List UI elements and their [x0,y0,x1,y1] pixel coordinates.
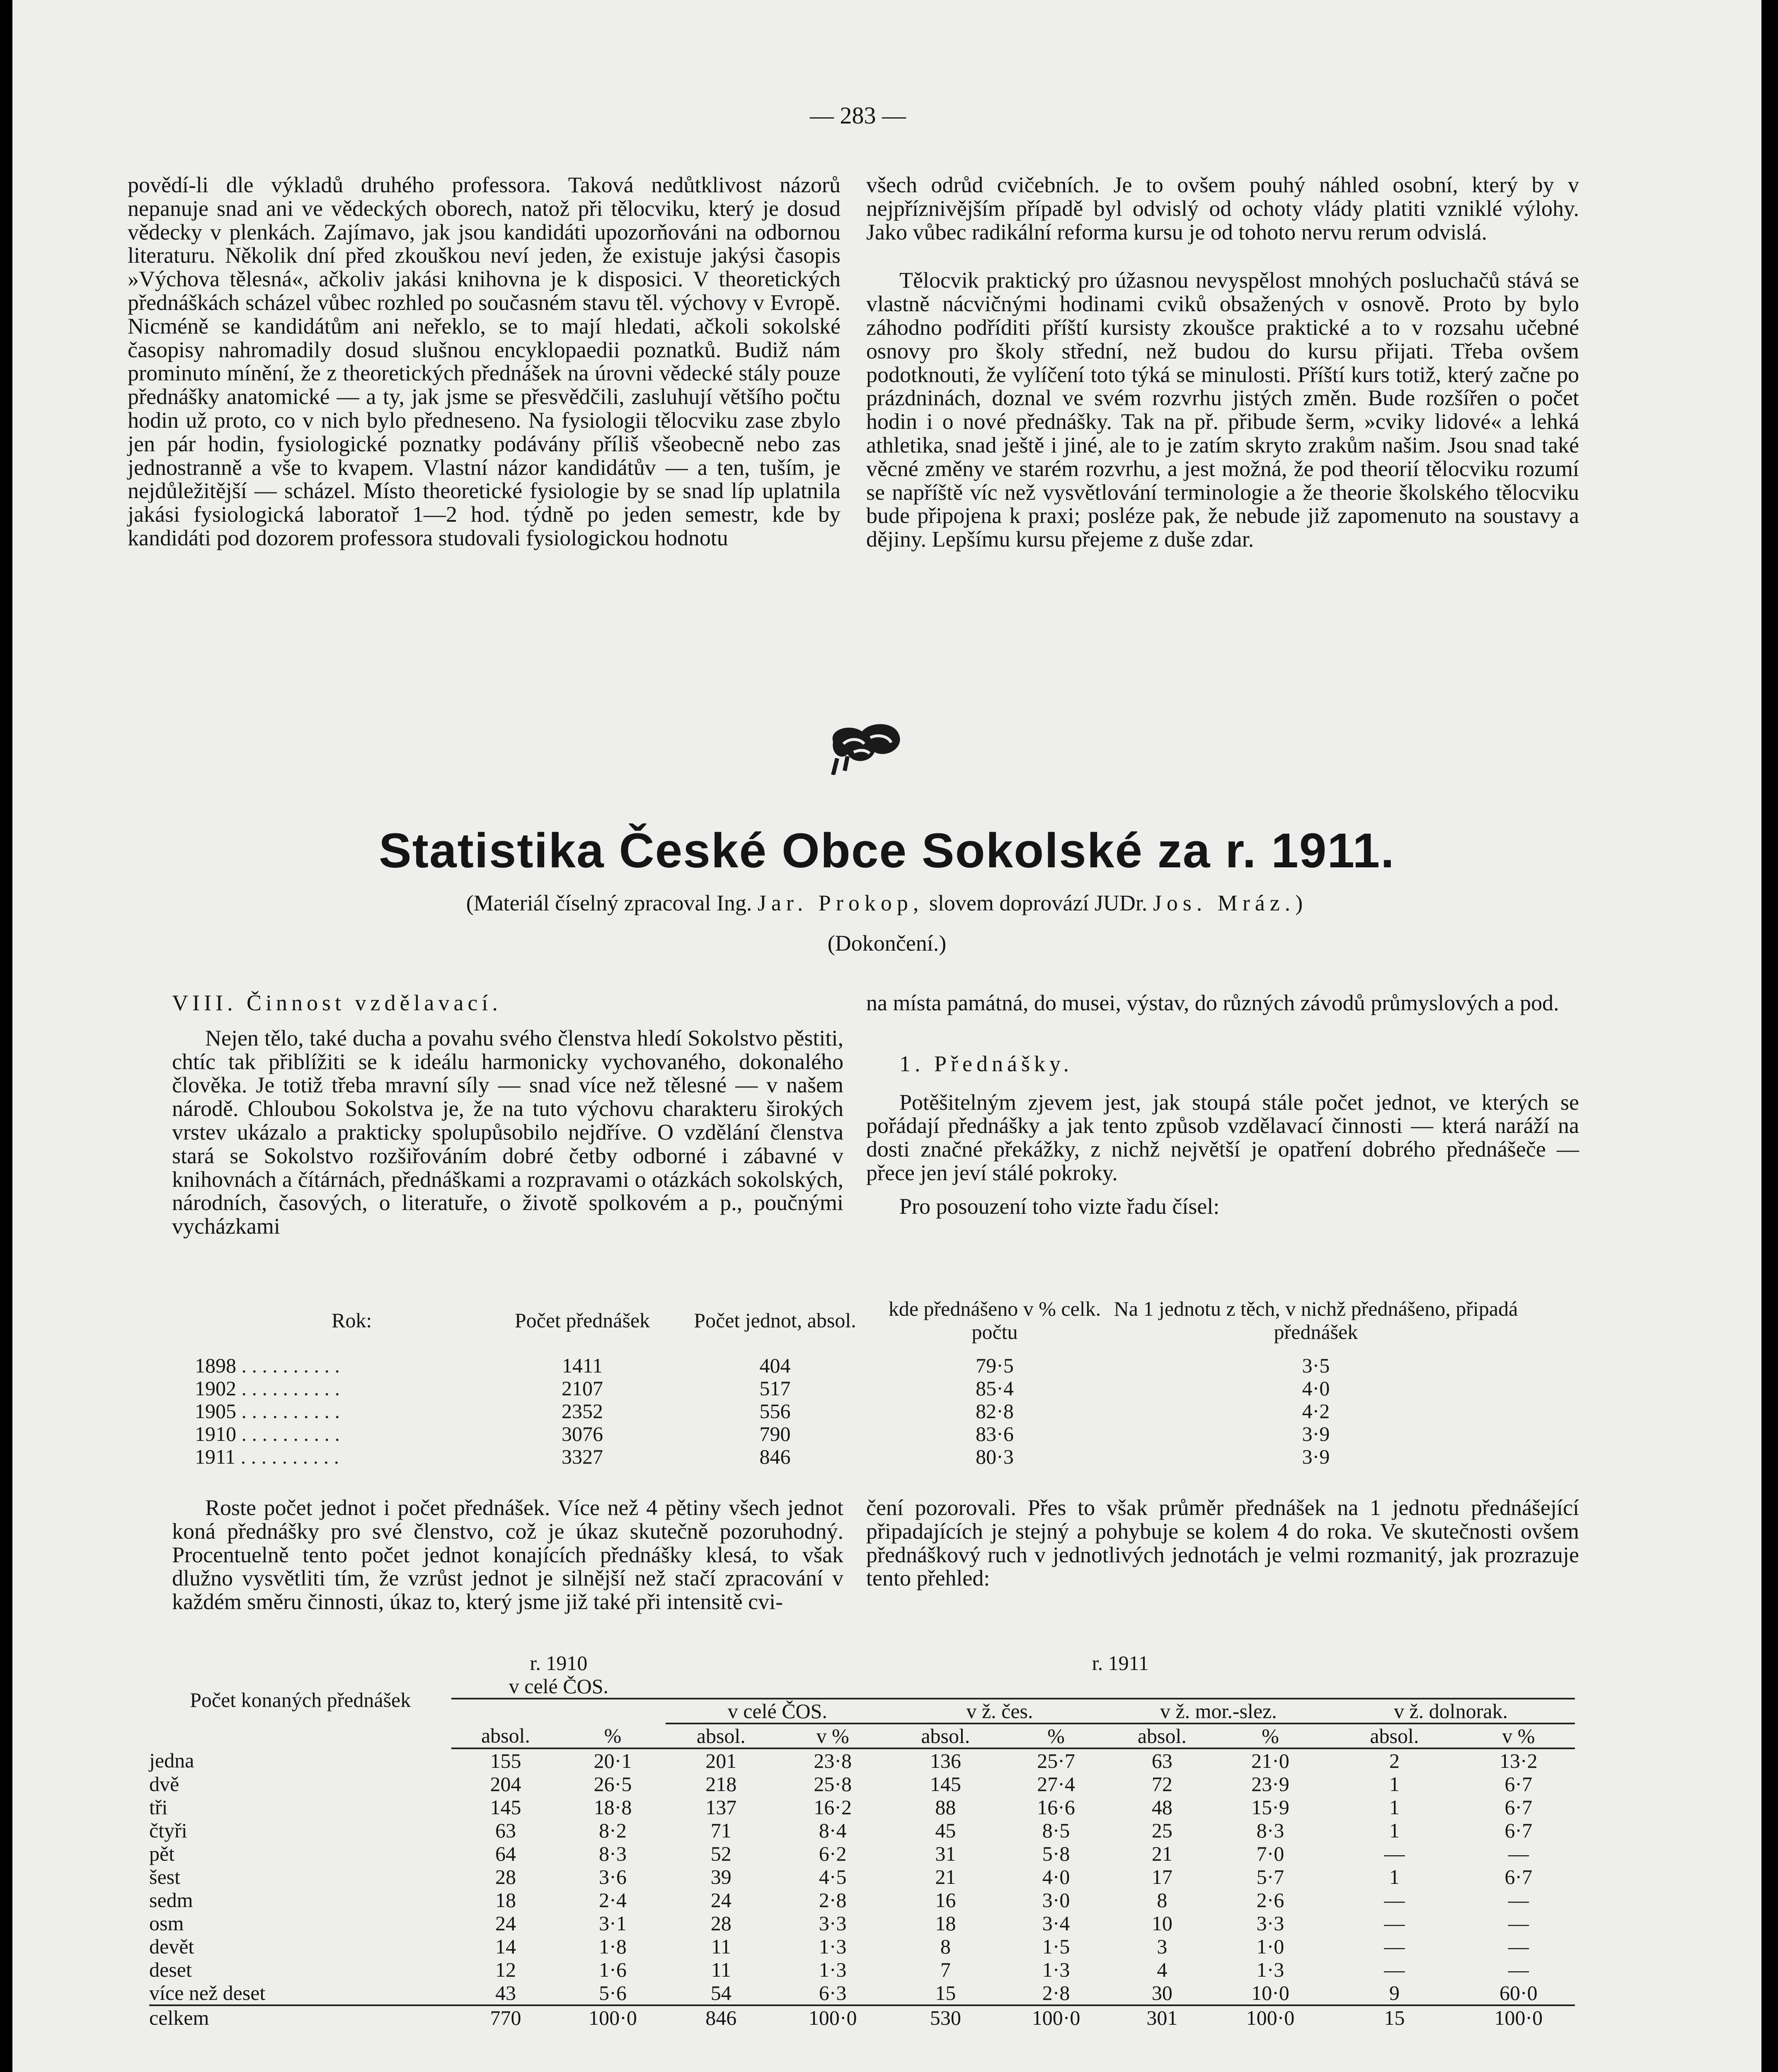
table-cell: 2107 [562,1377,603,1400]
table-cell: 48 [1151,1796,1172,1819]
table-cell: 31 [935,1842,956,1865]
table-cell: 85·4 [976,1377,1014,1400]
row-label-cell: dvě [149,1772,179,1796]
table-cell: 2352 [562,1399,603,1423]
lectures-by-year-table [195,1297,1521,1468]
table-cell: 3·3 [1256,1912,1284,1935]
table-cell: 24 [710,1888,732,1912]
total-cell: 100·0 [1214,2005,1327,2029]
section-right-paragraph-3: Pro posouzení toho vizte řadu čísel: [899,1193,1220,1219]
table-cell: 204 [490,1772,521,1796]
table-body [149,1748,1575,2005]
table-cell: 7·0 [1256,1842,1284,1865]
table-cell: 2 [1389,1749,1400,1772]
table-cell: 155 [490,1749,521,1772]
total-cell: 15 [1327,2005,1462,2029]
table-cell: 2·4 [599,1888,627,1912]
table-cell: 9 [1389,1981,1400,2004]
table-cell: 24 [495,1912,516,1935]
row-label-cell: více než deset [149,1981,266,2004]
table-row [149,1981,1575,2005]
subheader-cell: absol. [1327,1723,1462,1748]
group-header-cos-1910: v celé ČOS. [509,1675,608,1698]
row-label-cell: tři [149,1796,168,1819]
lectures-distribution-table [149,1651,1575,2029]
table-cell: 21·0 [1251,1749,1289,1772]
table-cell: 82·8 [976,1399,1014,1423]
top-right-column [866,173,1579,551]
fleuron-ornament-icon [825,713,908,775]
group-header-cos-1911: v celé ČOS. [666,1699,889,1723]
top-left-paragraph: povědí-li dle výkladů druhého professora. Taková nedůtklivost názorů nepanuje snad ani ve vědeckých oborech, natož při tělocviku, který je dosud vědecky v plenkách. Zajímavo, jak jsou kandidáti upozorňováni na odbornou literaturu. Několik dní před zkouškou neví jeden, že existuje jakýsi časopis »Výchova tělesná«, ačkoliv jakási knihovna je k disposici. V theoretických přednáškách scházel vůbec rozhled po současném stavu těl. výchovy v Evropě. Nicméně se kandidátům ani neřeklo, se to mají hledati, ačkoli sokolské časopisy nahromadily dosud slušnou encyklopaedii poznatků. Budiž nám prominuto mínění, že z theoretických přednášek na úrovni vědecké stály pouze přednášky anatomické — a ty, jak jsme se přesvědčili, zasluhují většího počtu hodin už proto, co v nich bylo předneseno. Na fysiologii tělocviku zase zbylo jen pár hodin, fysiologické poznatky podávány příliš všeobecně nebo zas jednostranně a vše to kvapem. Vlastní názor kandidátův — a ten, tuším, je nejdůležitější — scházel. Místo theoretické fysiologie by se snad líp uplatnila jakási fysiologická laboratoř 1—2 hod. týdně po jeden semestr, kde by kandidáti pod dozorem professora studovali fysiologickou hodnotu [128,172,841,550]
table-row [149,1865,1575,1888]
table-cell: 137 [705,1796,737,1819]
table-cell: 3·6 [599,1865,627,1888]
section-heading: VIII. Činnost vzdělavací. [172,990,502,1015]
lower-left-column [172,1496,843,1614]
table-header-cell: kde přednášeno v % celk. počtu [888,1297,1101,1343]
table-cell: 1·3 [819,1958,847,1981]
table-header-cell: Počet přednášek [514,1309,650,1332]
table-cell: 2·6 [1256,1888,1284,1912]
subheader-cell: % [1002,1723,1110,1748]
row-label-cell: sedm [149,1888,193,1912]
year-cell: 1902 [195,1377,236,1400]
table-year-row [149,1651,1575,1699]
table-cell: 64 [495,1842,516,1865]
table-cell: 8·4 [819,1819,847,1842]
table-cell: — [1384,1842,1405,1865]
table-cell: 1·8 [599,1935,627,1958]
table-cell: 846 [759,1445,791,1468]
total-cell: 100·0 [1462,2005,1575,2029]
row-label-cell: osm [149,1912,184,1935]
section-left-column [172,991,843,1238]
year-cell: 1911 [195,1445,236,1468]
total-label-cell: celkem [149,2005,451,2029]
table-cell: 3·9 [1302,1445,1330,1468]
year-1911-label: r. 1911 [1092,1651,1149,1675]
table-cell: 8 [1157,1888,1168,1912]
table-cell: 790 [759,1422,791,1445]
table-cell: 1411 [562,1354,603,1377]
table-cell: 21 [1151,1842,1172,1865]
subtitle-mid: slovem doprovází JUDr. [929,891,1148,915]
table-cell: 8·2 [599,1819,627,1842]
table-cell: 28 [495,1865,516,1888]
table-cell: 63 [1151,1749,1172,1772]
table-cell: — [1508,1958,1529,1981]
table-row [195,1423,1521,1445]
subheader-cell: v % [776,1723,889,1748]
row-label-cell: čtyři [149,1819,187,1842]
table-cell: 1·0 [1256,1935,1284,1958]
table-cell: 23·8 [814,1749,852,1772]
table-cell: 26·5 [593,1772,632,1796]
table-cell: 3327 [562,1445,603,1468]
table-cell: 1·3 [1256,1958,1284,1981]
top-right-paragraph-1: všech odrůd cvičebních. Je to ovšem pouhý náhled osobní, který by v nejpříznivějším případě byl odvislý od ochoty vlády platiti vzniklé výlohy. Jako vůbec radikální reforma kursu je od tohoto nervu rerum odvislá. [866,172,1579,244]
table-cell: 8·5 [1042,1819,1070,1842]
table-cell: 27·4 [1037,1772,1075,1796]
subheader-cell: % [1214,1723,1327,1748]
table-cell: 7 [940,1958,951,1981]
table-cell: 6·7 [1504,1819,1533,1842]
table-cell: — [1508,1842,1529,1865]
row-label-cell: pět [149,1842,175,1865]
subheader-cell: v % [1462,1723,1575,1748]
subheader-cell: absol. [666,1723,776,1748]
table-cell: 517 [759,1377,791,1400]
table-row [195,1354,1521,1377]
table-cell: 404 [759,1354,791,1377]
table-cell: 18·8 [593,1796,632,1819]
table-cell: 60·0 [1499,1981,1538,2004]
table-row [149,1935,1575,1958]
table-row [149,1842,1575,1865]
table-cell: 13·2 [1499,1749,1538,1772]
table-cell: 11 [711,1958,731,1981]
table-cell: 1·3 [1042,1958,1070,1981]
table-cell: 71 [710,1819,732,1842]
table-cell: 2·8 [819,1888,847,1912]
table-cell: 43 [495,1981,516,2004]
row-label-cell: jedna [149,1749,194,1772]
section-right-column [866,991,1579,1218]
table-cell: — [1384,1912,1405,1935]
table-cell: 8 [940,1935,951,1958]
table-cell: 6·7 [1504,1796,1533,1819]
table-cell: 16 [935,1888,956,1912]
table-cell: — [1384,1958,1405,1981]
total-cell: 770 [451,2005,560,2029]
table-cell: 1 [1389,1772,1400,1796]
table-cell: 5·7 [1256,1865,1284,1888]
table-header-cell: Počet jednot, absol. [694,1309,856,1332]
table-cell: — [1384,1935,1405,1958]
table-cell: — [1508,1888,1529,1912]
group-header-dolnorak: v ž. dolnorak. [1327,1699,1575,1723]
total-cell: 100·0 [560,2005,666,2029]
subheader-cell: absol. [889,1723,1002,1748]
table-cell: 16·2 [814,1796,852,1819]
table-row [149,1819,1575,1842]
table-cell: 4 [1157,1958,1168,1981]
row-header-cell: Počet konaných přednášek [190,1688,411,1711]
table-cell: 15·9 [1251,1796,1289,1819]
table-cell: 6·2 [819,1842,847,1865]
section-right-paragraph-2: Potěšitelným zjevem jest, jak stoupá stále počet jednot, ve kterých se pořádají přednášky a jak tento způsob vzdělavací činnosti — která naráží na dosti značné překážky, z nichž největší je opatření dobrého přednášeče — přece jen jeví stálé pokroky. [866,1089,1579,1185]
subtitle-author-1: Jar. Prokop, [757,891,924,915]
page-number: — 283 — [810,102,906,129]
year-cell: 1910 [195,1422,236,1445]
table-header-cell: Na 1 jednotu z těch, v nichž přednášeno, připadá přednášek [1114,1297,1518,1343]
subheader-cell: % [560,1723,666,1748]
table-cell: 8·3 [599,1842,627,1865]
table-cell: 3 [1157,1935,1168,1958]
table-cell: 3·5 [1302,1354,1330,1377]
table-cell: 25 [1151,1819,1172,1842]
table-row [195,1400,1521,1423]
table-cell: 3076 [562,1422,603,1445]
table-cell: 79·5 [976,1354,1014,1377]
total-cell: 100·0 [776,2005,889,2029]
table-cell: 10·0 [1251,1981,1289,2004]
table-cell: 556 [759,1399,791,1423]
table-cell: 3·0 [1042,1888,1070,1912]
table-total-row [149,2005,1575,2029]
table-cell: 39 [710,1865,732,1888]
table-cell: 1·5 [1042,1935,1070,1958]
table-cell: 28 [710,1912,732,1935]
table-row [195,1445,1521,1468]
total-cell: 301 [1110,2005,1214,2029]
year-cell: 1905 [195,1399,236,1423]
table-cell: 23·9 [1251,1772,1289,1796]
table-cell: 4·0 [1302,1377,1330,1400]
article-title: Statistika České Obce Sokolské za r. 1911. [379,823,1395,878]
table-cell: 72 [1151,1772,1172,1796]
subheader-cell: absol. [451,1723,560,1748]
table-cell: 18 [935,1912,956,1935]
table-cell: 21 [935,1865,956,1888]
table-cell: 145 [930,1772,961,1796]
leader-dots: . . . . . . . . . . [236,1422,340,1445]
table-cell: 3·9 [1302,1422,1330,1445]
row-label-cell: deset [149,1958,192,1981]
table-cell: 3·3 [819,1912,847,1935]
table-cell: 6·7 [1504,1865,1533,1888]
leader-dots: . . . . . . . . . . [236,1354,340,1377]
table-cell: 218 [705,1772,737,1796]
table-cell: 3·1 [599,1912,627,1935]
table-row [149,1958,1575,1981]
table-cell: 45 [935,1819,956,1842]
section-right-paragraph-1: na místa památná, do musei, výstav, do různých závodů průmyslových a pod. [866,990,1559,1015]
table-cell: 1 [1389,1865,1400,1888]
table-cell: 54 [710,1981,732,2004]
top-left-column [128,173,841,550]
table-cell: 12 [495,1958,516,1981]
lower-right-column [866,1496,1579,1590]
table-cell: 6·3 [819,1981,847,2004]
table-cell: 1·6 [599,1958,627,1981]
top-right-paragraph-2: Tělocvik praktický pro úžasnou nevyspělost mnohých posluchačů stává se vlastně nácvičnými hodinami cviků obsažených v osnově. Proto by bylo záhodno podříditi příští kursisty zkoušce praktické a to v rozsahu učebné osnovy pro školy střední, než budou do kursu přijati. Třeba ovšem podotknouti, že vylíčení toto týká se minulosti. Příští kurs totiž, který začne po prázdninách, doznal ve svém rozvrhu jistých změn. Bude rozšířen o počet hodin i o nové přednášky. Tak na př. přibude šerm, »cviky lidové« a lehká athletika, snad ještě i jiné, ale to je zatím skryto zrakům našim. Jsou snad také věcné změny ve starém rozvrhu, a jest možná, že pod theorií tělocviku rozumí se napříště víc než vysvětlování terminologie a že theorie školského tělocviku bude připojena k praxi; posléze pak, že nebude již zapomenuto na soustavy a dějiny. Lepšímu kursu přejeme z duše zdar. [866,268,1579,552]
lower-left-paragraph: Roste počet jednot i počet přednášek. Více než 4 pětiny všech jednot koná přednášky pro své členstvo, což je úkaz skutečně pozoruhodný. Procentuelně tento počet jednot konajících přednášky klesá, to však dlužno vysvětliti tím, že vzrůst jednot je silnější než stačí zpracování v každém směru činnosti, úkaz to, který jsme již také při intensitě cvi- [172,1495,843,1615]
table-cell: 25·8 [814,1772,852,1796]
subtitle-author-2: Jos. Mráz.) [1153,891,1308,915]
table-cell: 1 [1389,1796,1400,1819]
subheading-prednasky: 1. Přednášky. [899,1051,1073,1076]
table-cell: 2·8 [1042,1981,1070,2004]
subtitle-lead: (Materiál číselný zpracoval Ing. [466,891,752,915]
table-row [149,1772,1575,1796]
continued-note: (Dokončení.) [827,931,947,956]
group-header-morava: v ž. mor.-slez. [1110,1699,1327,1723]
table-cell: 1·3 [819,1935,847,1958]
table-cell: 17 [1151,1865,1172,1888]
table-cell: 15 [935,1981,956,2004]
row-label-cell: devět [149,1935,194,1958]
table-row [149,1796,1575,1819]
section-left-paragraph-1: Nejen tělo, také ducha a povahu svého členstva hledí Sokolstvo pěstiti, chtíc tak přiblížiti se k ideálu harmonicky vychovaného, dokonalého člověka. Je totiž třeba mravní síly — snad více než tělesné — v našem národě. Chloubou Sokolstva je, že na tuto výchovu charakteru širokých vrstev ukázalo a prakticky spolupůsobilo nejdříve. O vzdělání členstva stará se Sokolstvo rozšiřováním dobré četby odborné i zábavné v knihovnách a čítárnách, přednáškami a rozpravami o otázkách sokolských, národních, časových, o literatuře, o životě spolkovém a p., poučnými vycházkami [172,1025,843,1239]
table-row [195,1377,1521,1400]
total-cell: 846 [666,2005,776,2029]
table-cell: 16·6 [1037,1796,1075,1819]
total-cell: 530 [889,2005,1002,2029]
table-cell: 8·3 [1256,1819,1284,1842]
table-header-cell: Rok: [332,1309,372,1332]
table-cell: 63 [495,1819,516,1842]
total-cell: 100·0 [1002,2005,1110,2029]
row-label-cell: šest [149,1865,180,1888]
table-cell: 52 [710,1842,732,1865]
table-cell: 6·7 [1504,1772,1533,1796]
table-cell: 20·1 [593,1749,632,1772]
table-row [149,1748,1575,1772]
table-cell: 25·7 [1037,1749,1075,1772]
table-cell: 201 [705,1749,737,1772]
table-cell: 10 [1151,1912,1172,1935]
table-row [149,1888,1575,1912]
year-cell: 1898 [195,1354,236,1377]
leader-dots: . . . . . . . . . . [236,1377,340,1400]
table-cell: 4·2 [1302,1399,1330,1423]
table-cell: 5·8 [1042,1842,1070,1865]
table-cell: 18 [495,1888,516,1912]
table-cell: 4·5 [819,1865,847,1888]
table-cell: 145 [490,1796,521,1819]
document-page [12,0,1761,2072]
table-cell: 14 [495,1935,516,1958]
leader-dots: . . . . . . . . . . [235,1445,339,1468]
year-1910-label: r. 1910 [530,1651,588,1675]
lower-right-paragraph: čení pozorovali. Přes to však průměr přednášek na 1 jednotu přednášející připadajících je stejný a pohybuje se kolem 4 do roka. Ve skutečnosti ovšem přednáškový ruch v jednotlivých jednotách je velmi rozmanitý, jak prozrazuje tento přehled: [866,1495,1579,1591]
table-cell: 11 [711,1935,731,1958]
table-row [149,1912,1575,1935]
leader-dots: . . . . . . . . . . [236,1399,340,1423]
group-header-cechy: v ž. čes. [889,1699,1110,1723]
table-cell: 136 [930,1749,961,1772]
table-cell: 80·3 [976,1445,1014,1468]
table-cell: 5·6 [599,1981,627,2004]
table-header-row [195,1297,1521,1343]
table-cell: — [1508,1935,1529,1958]
table-cell: 83·6 [976,1422,1014,1445]
table-cell: 4·0 [1042,1865,1070,1888]
table-cell: — [1508,1912,1529,1935]
table-cell: — [1384,1888,1405,1912]
article-subtitle [12,890,1761,916]
subheader-cell: absol. [1110,1723,1214,1748]
table-cell: 30 [1151,1981,1172,2004]
table-cell: 88 [935,1796,956,1819]
table-cell: 3·4 [1042,1912,1070,1935]
table-cell: 1 [1389,1819,1400,1842]
